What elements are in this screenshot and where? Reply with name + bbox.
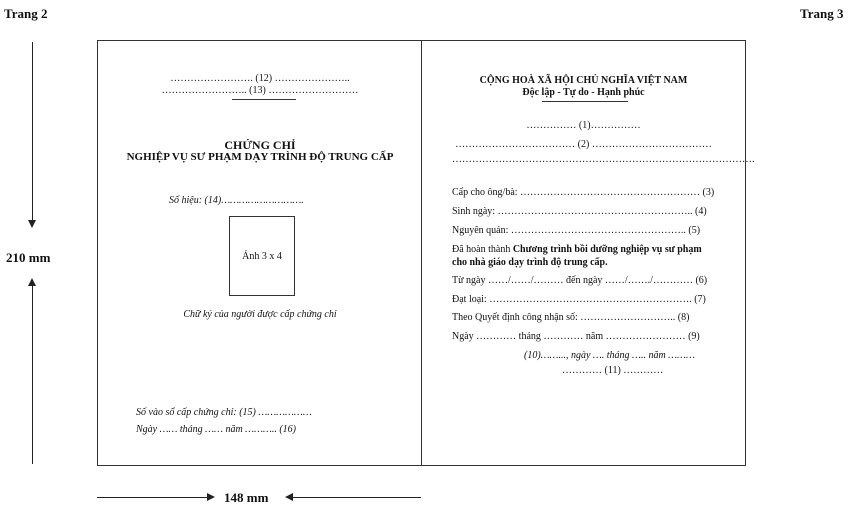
page-label-left: Trang 2 [4,6,48,21]
serial-number-field: Số hiệu: (14)………………………. [169,195,304,206]
field-2: ……………………………… (2) ……………………………… [455,139,712,150]
completion-line [452,244,702,255]
arrow-right-icon [207,493,215,501]
certificate-subtitle: NGHIỆP VỤ SƯ PHẠM DẠY TRÌNH ĐỘ TRUNG CẤP [126,151,394,163]
field-9: Ngày ………… tháng ………… năm …………………… (9) [452,331,700,342]
height-arrow-bottom-line [32,286,33,464]
certificate-title: CHỨNG CHỈ [224,138,296,152]
motto-underline [542,101,628,102]
field-2-continuation: ………………………………………………………………………………. [452,154,755,165]
width-arrow-left-line [97,497,207,498]
nation-name: CỘNG HOÀ XÃ HỘI CHỦ NGHĨA VIỆT NAM [479,75,688,86]
photo-placeholder: Ảnh 3 x 4 [229,216,295,296]
field-6: Từ ngày ……/……/……… đến ngày ……/……./………… (6) [452,275,708,286]
registry-number-field: Số vào sổ cấp chứng chỉ: (15) ……………… [136,407,312,418]
width-dimension-label: 148 mm [224,490,269,505]
program-name: Chương trình bồi dưỡng nghiệp vụ sư phạm [512,244,702,255]
field-11: ………… (11) ………… [562,365,664,376]
field-7: Đạt loại: ……………………………………………………. (7) [452,294,706,305]
field-4: Sinh ngày: ………………………………………………….. (4) [452,206,707,217]
field-10: (10)……..., ngày …. tháng ….. năm ……… [524,350,695,361]
date-field-16: Ngày …… tháng …… năm ……….. (16) [136,424,297,435]
page-label-right: Trang 3 [800,6,844,21]
signature-caption: Chữ ký của người được cấp chứng chỉ [183,309,337,320]
program-name-continuation: cho nhà giáo dạy trình độ trung cấp. [452,257,608,268]
arrow-up-icon [28,278,36,286]
national-motto: Độc lập - Tự do - Hạnh phúc [522,87,645,98]
completion-prefix: Đã hoàn thành [452,244,513,255]
field-3: Cấp cho ông/bà: ……………………………………………… (3) [452,187,715,198]
arrow-left-icon [285,493,293,501]
page-2 [97,40,423,466]
field-13: …………………….. (13) ……………………… [161,85,359,96]
arrow-down-icon [28,220,36,228]
field-5: Nguyên quán: …………………………………………….. (5) [452,225,701,236]
field-8: Theo Quyết định công nhận số: ……………………….. (8) [452,312,690,323]
field-1: …………… (1)…………… [526,120,641,131]
page-3 [421,40,755,466]
height-dimension-label: 210 mm [6,250,51,265]
divider [232,99,296,100]
width-arrow-right-line [293,497,421,498]
field-12: ……………………. (12) ………………….. [170,73,350,84]
height-arrow-top-line [32,42,33,220]
